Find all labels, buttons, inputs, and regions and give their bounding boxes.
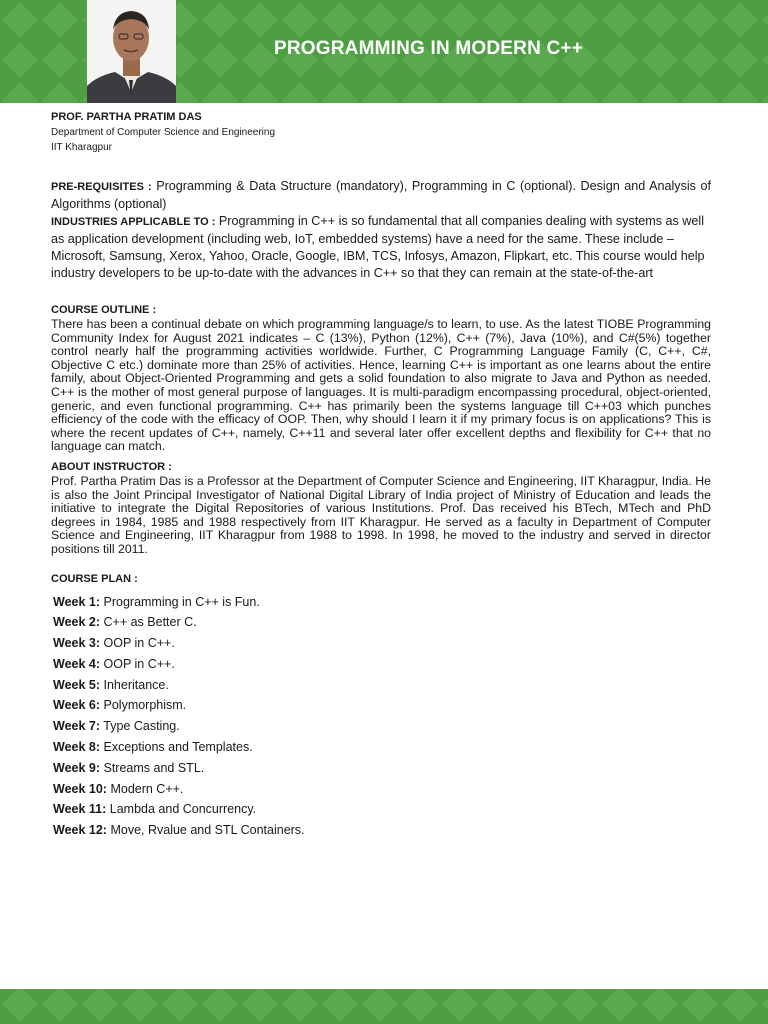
week-item: Week 7: Type Casting. [53, 719, 180, 734]
industries [51, 213, 711, 282]
footer-banner [0, 989, 768, 1024]
about-heading: ABOUT INSTRUCTOR : [51, 460, 172, 473]
week-item: Week 5: Inheritance. [53, 677, 169, 692]
week-item: Week 3: OOP in C++. [53, 636, 175, 651]
course-title: PROGRAMMING IN MODERN C++ [274, 38, 584, 59]
week-item: Week 11: Lambda and Concurrency. [53, 802, 257, 817]
prereq-text: Programming & Data Structure (mandatory), Programming in C (optional). Design and Analysis of Algorithms (optional) [51, 179, 711, 211]
week-item: Week 1: Programming in C++ is Fun. [53, 594, 260, 609]
prereq-label: PRE-REQUISITES : [51, 181, 152, 193]
industries-text: Programming in C++ is so fundamental that all companies dealing with systems as well as application development (including web, IoT, embedded systems) have a need for the same. These include –Microsoft, Samsung, Xerox, Yahoo, Oracle, Google, IBM, TCS, Infosys, Amazon, Flipkart, etc. This course would help industry developers to be up-to-date with the advances in C++ so that they can remain at the state-of-the-art [51, 214, 705, 280]
instructor-portrait-icon [87, 0, 176, 103]
industries-label: INDUSTRIES APPLICABLE TO : [51, 216, 216, 228]
main-content [51, 110, 711, 841]
prerequisites [51, 178, 711, 213]
about-text: Prof. Partha Pratim Das is a Professor at the Department of Computer Science and Engineering, IIT Kharagpur, India. He is also the Joint Principal Investigator of National Digital Library of India project of Ministry of Education and leads the initiative to integrate the Digital Repositories of various Institutions. Prof. Das received his BTech, MTech and PhD degrees in 1984, 1985 and 1988 respectively from IIT Kharagpur. He served as a faculty in Department of Computer Science and Engineering, IIT Kharagpur from 1988 to 1998. In 1998, he moved to the industry and served in director positions till 2011. [51, 473, 711, 556]
plan-heading: COURSE PLAN : [51, 572, 138, 585]
outline-text: There has been a continual debate on which programming language/s to learn, to use. As the latest TIOBE Programming Community Index for August 2021 indicates – C (13%), Python (12%), C++ (7%), Java (10%), and C#(5%) together control nearly half the programming activities worldwide. Further, C Programming Language Family (C, C++, C#, Objective C etc.) dominate more than 25% of activities. Hence, learning C++ is important as one learns about the entire family, about Object-Oriented Programming and gets a solid foundation to also migrate to Java and Python as needed. C++ is the mother of most general purpose of languages. It is multi-paradigm encompassing procedural, object-oriented, generic, and even functional programming. C++ has primarily been the systems language till C++03 which punches efficiency of the code with the efficacy of OOP. Then, why should I learn it if my primary focus is on applications? This is where the recent updates of C++, namely, C++11 and several later offer excellent depths and flexibility for C++ that no language can match. [51, 317, 711, 454]
instructor-institute: IIT Kharagpur [51, 142, 112, 153]
week-item: Week 6: Polymorphism. [53, 698, 187, 713]
week-item: Week 12: Move, Rvalue and STL Containers. [53, 823, 305, 838]
week-item: Week 4: OOP in C++. [53, 656, 175, 671]
week-item: Week 10: Modern C++. [53, 781, 184, 796]
instructor-photo [87, 0, 176, 103]
week-list [51, 592, 711, 842]
header-banner [0, 0, 768, 103]
instructor-name: PROF. PARTHA PRATIM DAS [51, 111, 202, 123]
outline-heading: COURSE OUTLINE : [51, 304, 157, 316]
week-item: Week 9: Streams and STL. [53, 760, 205, 775]
week-item: Week 8: Exceptions and Templates. [53, 740, 253, 755]
instructor-department: Department of Computer Science and Engineering [51, 127, 276, 138]
week-item: Week 2: C++ as Better C. [53, 615, 197, 630]
footer-pattern [0, 989, 768, 1024]
